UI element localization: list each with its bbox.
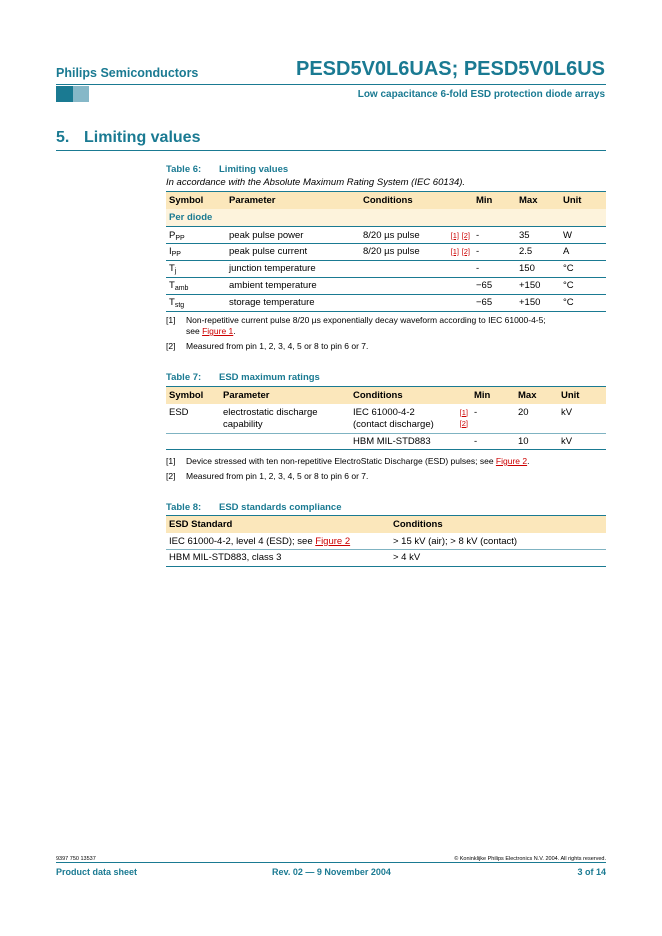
min-cell: - bbox=[471, 434, 515, 450]
table-row bbox=[166, 404, 606, 434]
section-rule bbox=[56, 150, 606, 151]
table-row bbox=[166, 261, 606, 278]
table6-title: Limiting values bbox=[219, 164, 289, 175]
table8-header-row bbox=[166, 516, 606, 533]
product-subtitle: Low capacitance 6-fold ESD protection diode arrays bbox=[357, 89, 605, 100]
header-block-dark bbox=[56, 86, 73, 102]
document-number: 9397 750 13537 bbox=[56, 856, 96, 862]
conditions-cell: > 15 kV (air); > 8 kV (contact) bbox=[393, 535, 518, 547]
copyright: © Koninklijke Philips Electronics N.V. 2004. All rights reserved. bbox=[454, 856, 606, 862]
conditions-cell: HBM MIL-STD883 bbox=[350, 434, 446, 450]
document-type: Product data sheet bbox=[56, 867, 138, 877]
col-min: Min bbox=[473, 192, 516, 209]
col-min: Min bbox=[471, 387, 515, 404]
section-heading bbox=[56, 129, 200, 147]
table6-group-row bbox=[166, 209, 606, 227]
max-cell: 20 bbox=[518, 406, 529, 418]
table-row bbox=[166, 244, 606, 261]
max-cell: 2.5 bbox=[516, 244, 560, 261]
standard-cell: IEC 61000-4-2, level 4 (ESD); see Figure 2 bbox=[169, 535, 351, 547]
product-title: PESD5V0L6UAS; PESD5V0L6US bbox=[295, 58, 605, 80]
header-rule bbox=[56, 84, 606, 85]
table6-label: Table 6: bbox=[166, 164, 202, 175]
group-per-diode: Per diode bbox=[166, 209, 606, 227]
footer-rule bbox=[56, 862, 606, 863]
footnote-refs[interactable]: [1] [2] bbox=[445, 227, 473, 244]
conditions-cell: > 4 kV bbox=[390, 550, 606, 567]
esd-compliance-table bbox=[166, 515, 606, 567]
col-conditions: Conditions bbox=[360, 192, 445, 209]
conditions-cell bbox=[360, 261, 445, 278]
min-cell: - bbox=[473, 261, 516, 278]
symbol-cell: $P_{PP}$ bbox=[166, 227, 226, 244]
max-cell: 10 bbox=[515, 434, 558, 450]
table6-footnote-1: [1] Non-repetitive current pulse 8/20 µs exponentially decay waveform according to IEC 61000-4-5; see Figure 1. bbox=[166, 315, 546, 336]
col-parameter: Parameter bbox=[226, 192, 360, 209]
symbol-cell: $T_{amb}$ bbox=[166, 278, 226, 295]
unit-cell: A bbox=[560, 244, 606, 261]
table6-note: In accordance with the Absolute Maximum Rating System (IEC 60134). bbox=[166, 177, 466, 188]
parameter-cell: junction temperature bbox=[226, 261, 360, 278]
col-esd-standard: ESD Standard bbox=[166, 516, 390, 533]
table7-header-row bbox=[166, 387, 606, 404]
table7-footnote-2: [2] Measured from pin 1, 2, 3, 4, 5 or 8 to pin 6 or 7. bbox=[166, 471, 369, 481]
col-symbol: Symbol bbox=[166, 387, 220, 404]
table8-title: ESD standards compliance bbox=[219, 502, 342, 513]
table-row bbox=[166, 278, 606, 295]
min-cell: - bbox=[473, 227, 516, 244]
parameter-cell: peak pulse power bbox=[226, 227, 360, 244]
unit-cell: °C bbox=[560, 295, 606, 312]
figure-2-link[interactable]: Figure 2 bbox=[495, 456, 528, 466]
symbol-cell: $T_{stg}$ bbox=[166, 295, 226, 312]
symbol-cell: $I_{PP}$ bbox=[166, 244, 226, 261]
col-unit: Unit bbox=[560, 192, 606, 209]
col-conditions: Conditions bbox=[390, 516, 606, 533]
max-cell: 35 bbox=[516, 227, 560, 244]
col-max: Max bbox=[515, 387, 558, 404]
unit-cell: °C bbox=[560, 261, 606, 278]
max-cell: +150 bbox=[516, 295, 560, 312]
table-row bbox=[166, 550, 606, 567]
min-cell: −65 bbox=[473, 295, 516, 312]
table7-footnote-1: [1] Device stressed with ten non-repetitive ElectroStatic Discharge (ESD) pulses; see Figure 2. bbox=[166, 456, 530, 466]
table6-footnote-2: [2] Measured from pin 1, 2, 3, 4, 5 or 8 to pin 6 or 7. bbox=[166, 341, 369, 351]
min-cell: - bbox=[474, 406, 478, 418]
figure-1-link[interactable]: Figure 1 bbox=[202, 326, 234, 336]
revision: Rev. 02 — 9 November 2004 bbox=[272, 867, 391, 877]
page-number: 3 of 14 bbox=[577, 867, 606, 877]
table7-label: Table 7: bbox=[166, 372, 202, 383]
conditions-cell: 8/20 µs pulse bbox=[360, 244, 445, 261]
table-row bbox=[166, 434, 606, 450]
conditions-cell bbox=[360, 295, 445, 312]
header-block-light bbox=[73, 86, 89, 102]
table-row bbox=[166, 227, 606, 244]
table7-title: ESD maximum ratings bbox=[219, 372, 320, 383]
col-unit: Unit bbox=[558, 387, 606, 404]
footnote-refs[interactable]: [1] [2] bbox=[445, 244, 473, 261]
figure-2-link[interactable]: Figure 2 bbox=[315, 535, 351, 547]
standard-cell: HBM MIL-STD883, class 3 bbox=[166, 550, 390, 567]
parameter-cell: storage temperature bbox=[226, 295, 360, 312]
parameter-cell: peak pulse current bbox=[226, 244, 360, 261]
table7-caption bbox=[166, 372, 320, 383]
section-number: 5. bbox=[56, 129, 70, 146]
esd-ratings-table bbox=[166, 386, 606, 450]
col-parameter: Parameter bbox=[220, 387, 350, 404]
footnote-refs[interactable]: [1] [2] bbox=[459, 407, 468, 428]
col-conditions: Conditions bbox=[350, 387, 446, 404]
min-cell: - bbox=[473, 244, 516, 261]
conditions-cell: 8/20 µs pulse bbox=[360, 227, 445, 244]
unit-cell: W bbox=[560, 227, 606, 244]
table-row bbox=[166, 295, 606, 312]
company-name: Philips Semiconductors bbox=[56, 66, 199, 80]
max-cell: 150 bbox=[516, 261, 560, 278]
table8-caption bbox=[166, 502, 341, 513]
limiting-values-table bbox=[166, 191, 606, 312]
parameter-cell: ambient temperature bbox=[226, 278, 360, 295]
col-symbol: Symbol bbox=[166, 192, 226, 209]
table6-caption bbox=[166, 164, 288, 175]
section-title: Limiting values bbox=[84, 129, 201, 146]
col-max: Max bbox=[516, 192, 560, 209]
table6-header-row bbox=[166, 192, 606, 209]
min-cell: −65 bbox=[473, 278, 516, 295]
conditions-cell: IEC 61000-4-2 (contact discharge) bbox=[353, 406, 434, 430]
max-cell: +150 bbox=[516, 278, 560, 295]
table8-label: Table 8: bbox=[166, 502, 202, 513]
unit-cell: kV bbox=[558, 434, 606, 450]
symbol-cell: ESD bbox=[169, 406, 189, 418]
table-row bbox=[166, 533, 606, 550]
conditions-cell bbox=[360, 278, 445, 295]
unit-cell: kV bbox=[561, 406, 573, 418]
unit-cell: °C bbox=[560, 278, 606, 295]
symbol-cell: $T_j$ bbox=[166, 261, 226, 278]
parameter-cell: electrostatic discharge capability bbox=[223, 406, 318, 430]
